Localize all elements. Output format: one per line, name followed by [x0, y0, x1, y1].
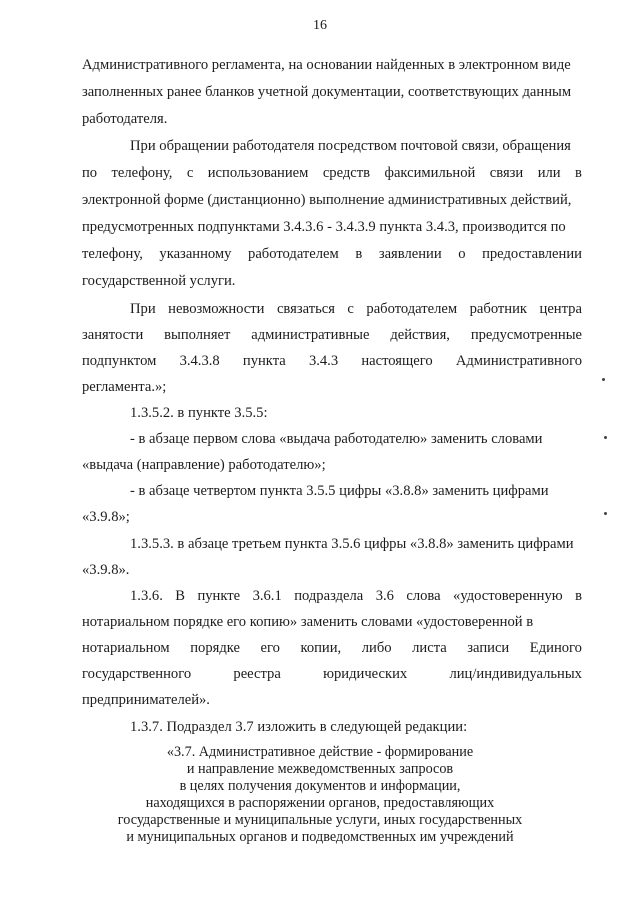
word: 1.3.6.	[130, 588, 163, 604]
scan-speck	[604, 436, 607, 439]
text-line: предусмотренных подпунктами 3.4.3.6 - 3.4.3.9 пункта 3.4.3, производится по	[82, 219, 566, 235]
word: предусмотренные	[470, 327, 582, 343]
text-line: - в абзаце первом слова «выдача работодателю» заменить словами	[130, 431, 543, 447]
text-line: 1.3.7. Подраздел 3.7 изложить в следующей редакции:	[130, 719, 468, 735]
word: действия,	[390, 327, 450, 343]
word: «удостоверенную	[453, 588, 563, 604]
text-line: При обращении работодателя посредством почтовой связи, обращения	[130, 138, 571, 154]
text-line: 1.3.5.2. в пункте 3.5.5:	[130, 405, 268, 421]
word: 3.6	[375, 588, 394, 604]
text-line: государственной услуги.	[82, 273, 236, 289]
word: или	[537, 165, 561, 181]
word: его	[260, 640, 280, 656]
text-line: Административного регламента, на основании найденных в электронном виде	[82, 57, 571, 73]
word: В	[175, 588, 186, 604]
text-line-justified	[82, 164, 582, 182]
word: с	[347, 301, 354, 317]
word: работник	[469, 301, 528, 317]
word: работодателем	[366, 301, 458, 317]
word: в	[575, 588, 582, 604]
word: факсимильной	[384, 165, 476, 181]
word: связи	[489, 165, 524, 181]
text-line: работодателя.	[82, 111, 168, 127]
word: средств	[322, 165, 371, 181]
word: заявлении	[378, 246, 442, 262]
word: копии,	[300, 640, 342, 656]
word: пункте	[197, 588, 241, 604]
text-line: «3.9.8»;	[82, 509, 130, 525]
word: центра	[539, 301, 582, 317]
page-number: 16	[313, 18, 327, 33]
text-line: 1.3.5.3. в абзаце третьем пункта 3.5.6 цифры «3.8.8» заменить цифрами	[130, 536, 574, 552]
text-line-justified	[82, 245, 582, 263]
word: телефону,	[82, 246, 143, 262]
word: с	[186, 165, 194, 181]
word: невозможности	[168, 301, 265, 317]
word: указанному	[159, 246, 232, 262]
scan-speck	[602, 378, 605, 381]
word: предоставлении	[482, 246, 582, 262]
word: нотариальном	[82, 640, 170, 656]
word: по	[82, 165, 98, 181]
word: подраздела	[294, 588, 364, 604]
word: телефону,	[111, 165, 173, 181]
text-line: «3.9.8».	[82, 562, 130, 578]
word: административные	[251, 327, 370, 343]
text-line: электронной форме (дистанционно) выполнение административных действий,	[82, 192, 572, 208]
heading-line: «3.7. Административное действие - формирование	[166, 744, 474, 760]
word: о	[458, 246, 466, 262]
text-line: «выдача (направление) работодателю»;	[82, 457, 326, 473]
word: занятости	[82, 327, 144, 343]
text-line: предпринимателей».	[82, 692, 210, 708]
word: в	[575, 165, 582, 181]
text-line-justified	[82, 639, 582, 657]
word: связаться	[276, 301, 335, 317]
word: Административного	[455, 353, 582, 369]
text-line-justified	[82, 665, 582, 683]
text-line: нотариальном порядке его копию» заменить словами «удостоверенной в	[82, 614, 534, 630]
word: При	[130, 301, 156, 317]
text-line-justified	[130, 300, 582, 318]
word: настоящего	[361, 353, 433, 369]
word: юридических	[323, 666, 408, 682]
word: государственного	[82, 666, 192, 682]
text-line-justified	[82, 352, 582, 370]
text-line: заполненных ранее бланков учетной документации, соответствующих данным	[82, 84, 572, 100]
word: лиц/индивидуальных	[449, 666, 582, 682]
text-line: регламента.»;	[82, 379, 167, 395]
word: пункта	[242, 353, 286, 369]
text-line: - в абзаце четвертом пункта 3.5.5 цифры «3.8.8» заменить цифрами	[130, 483, 549, 499]
word: листа	[412, 640, 447, 656]
word: либо	[361, 640, 392, 656]
word: порядке	[190, 640, 240, 656]
word: работодателем	[248, 246, 339, 262]
text-line-justified	[82, 326, 582, 344]
heading-line: государственные и муниципальные услуги, иных государственных	[117, 812, 523, 828]
text-line-justified	[130, 587, 582, 605]
word: использованием	[207, 165, 309, 181]
word: 3.4.3.8	[179, 353, 220, 369]
scan-speck	[604, 512, 607, 515]
word: 3.4.3	[308, 353, 339, 369]
word: Единого	[529, 640, 582, 656]
word: реестра	[233, 666, 281, 682]
word: слова	[406, 588, 441, 604]
heading-line: и муниципальных органов и подведомственных им учреждений	[126, 829, 514, 845]
heading-line: в целях получения документов и информации,	[179, 778, 461, 794]
heading-line: и направление межведомственных запросов	[186, 761, 454, 777]
heading-line: находящихся в распоряжении органов, предоставляющих	[145, 795, 495, 811]
word: в	[355, 246, 363, 262]
word: записи	[467, 640, 510, 656]
word: выполняет	[164, 327, 231, 343]
word: подпунктом	[82, 353, 157, 369]
word: 3.6.1	[252, 588, 282, 604]
